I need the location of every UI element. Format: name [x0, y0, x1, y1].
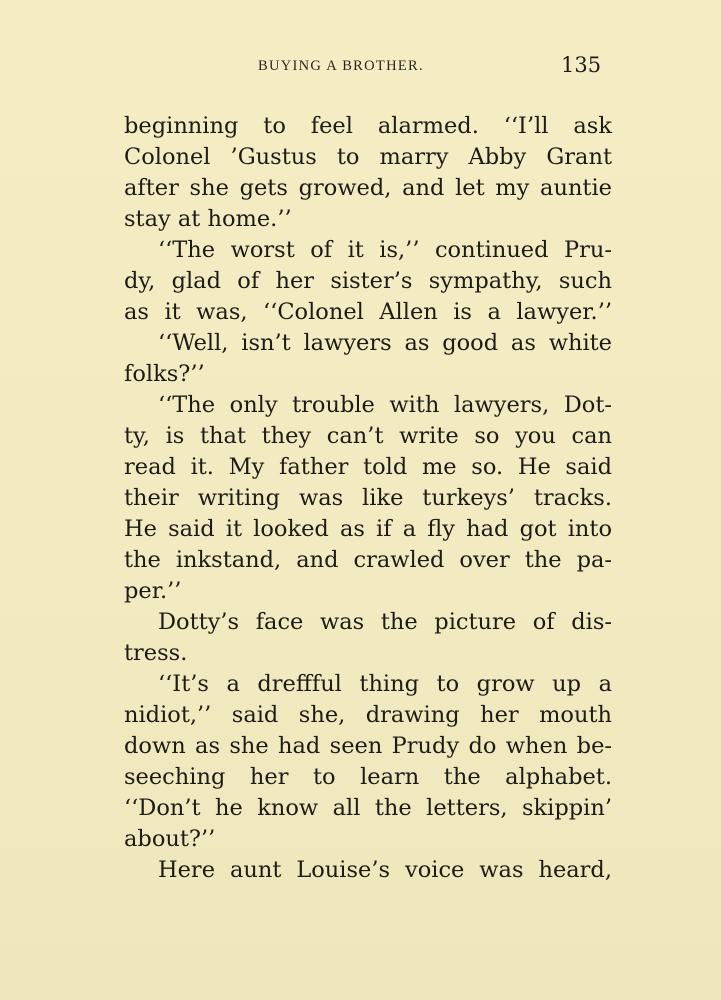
page-number: 135 — [561, 53, 602, 77]
text-line: He said it looked as if a fly had got into — [124, 516, 612, 542]
text-line: seeching her to learn the alphabet. — [124, 764, 612, 790]
text-line: beginning to feel alarmed. ‘‘I’ll ask — [124, 113, 612, 139]
text-line: stay at home.’’ — [124, 206, 292, 232]
text-line: ‘‘The worst of it is,’’ continued Pru- — [158, 237, 612, 263]
text-line: after she gets growed, and let my auntie — [124, 175, 612, 201]
text-line: ‘‘It’s a dreffful thing to grow up a — [158, 671, 612, 697]
text-line: folks?’’ — [124, 361, 205, 387]
text-line: down as she had seen Prudy do when be- — [124, 733, 612, 759]
text-line: per.’’ — [124, 578, 182, 604]
running-head: BUYING A BROTHER. — [258, 58, 424, 74]
text-line: ‘‘Well, isn’t lawyers as good as white — [158, 330, 612, 356]
text-line: as it was, ‘‘Colonel Allen is a lawyer.’’ — [124, 299, 612, 325]
text-line: tress. — [124, 640, 188, 666]
text-line: read it. My father told me so. He said — [124, 454, 612, 480]
text-line: Dotty’s face was the picture of dis- — [158, 609, 612, 635]
text-line: about?’’ — [124, 826, 216, 852]
text-line: ‘‘The only trouble with lawyers, Dot- — [158, 392, 612, 418]
text-line: ty, is that they can’t write so you can — [124, 423, 612, 449]
text-line: nidiot,’’ said she, drawing her mouth — [124, 702, 612, 728]
text-line: Here aunt Louise’s voice was heard, — [158, 857, 612, 883]
text-line: ‘‘Don’t he know all the letters, skippin’ — [124, 795, 612, 821]
text-line: dy, glad of her sister’s sympathy, such — [124, 268, 612, 294]
text-line: the inkstand, and crawled over the pa- — [124, 547, 612, 573]
text-line: their writing was like turkeys’ tracks. — [124, 485, 612, 511]
text-line: Colonel ’Gustus to marry Abby Grant — [124, 144, 612, 170]
